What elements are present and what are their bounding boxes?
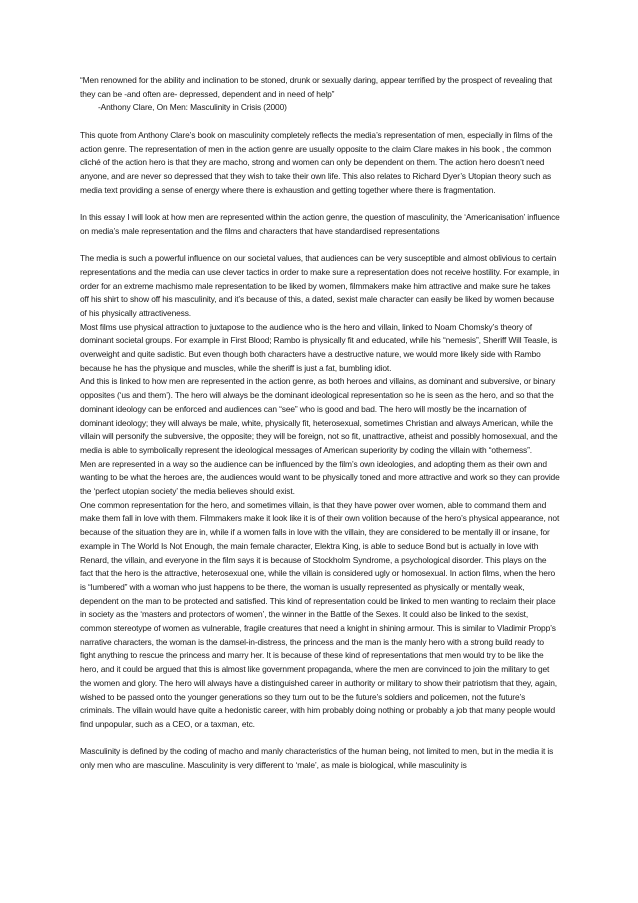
quote-attribution: -Anthony Clare, On Men: Masculinity in Crisis (2000)	[98, 102, 287, 113]
paragraph-gap	[80, 732, 560, 746]
paragraph-gap	[80, 115, 560, 129]
paragraph-gap	[80, 238, 560, 252]
paragraph-essay-outline: In this essay I will look at how men are represented within the action genre, the question of masculinity, the ‘Americanisation’ influence on media’s male representation and the films and characters that have standardised representations	[80, 212, 560, 236]
paragraph-masculinity-definition: Masculinity is defined by the coding of macho and manly characteristics of the human being, not limited to men, but in the media it is only men who are masculine. Masculinity is very different to ‘male’, as male is biological, while masculinity is	[80, 746, 554, 771]
paragraph-media-influence: The media is such a powerful influence on our societal values, that audiences can be very susceptible and almost oblivious to certain representations and the media can use clever tactics in order to make sure a representation does not receive hostility. For example, in order for an extreme machismo male representation to be liked by women, filmmakers make him attractive and make sure he takes off his shirt to show off his masculinity, and it’s because of this, a dated, sexist male character can easily be liked by women because of his physically attractiveness.	[80, 253, 560, 318]
opening-quote: “Men renowned for the ability and inclination to be stoned, drunk or sexually daring, appear terrified by the prospect of revealing that they can be -and often are- depressed, dependent and in need of help”	[80, 75, 553, 99]
paragraph-gap	[80, 197, 560, 211]
paragraph-intro: This quote from Anthony Clare’s book on masculinity completely reflects the media’s representation of men, especially in films of the action genre. The representation of men in the action genre are usually opposite to the claim Clare makes in his book , the common cliché of the action hero is that they are macho, strong and women can only be dependent on them. The action hero doesn’t need anyone, and are never so depressed that they wish to take their own life. This also relates to Richard Dyer’s Utopian theory such as media text providing a sense of energy where there is exhaustion and getting together where there is fragmentation.	[80, 129, 553, 195]
paragraph-physical-attraction: Most films use physical attraction to juxtapose to the audience who is the hero and villain, linked to Noam Chomsky’s theory of dominant societal groups. For example in First Blood; Rambo is physically fit and educated, while his “nemesis”, Sheriff Will Teasle, is overweight and quite sadistic. But even though both characters have a destructive nature, we would more likely side with Rambo because he has the physique and muscles, while the sheriff is just a fat, bumbling idiot.	[80, 321, 558, 373]
paragraph-binary-opposites: And this is linked to how men are represented in the action genre, as both heroes and villains, as dominant and subversive, or binary opposites (‘us and them’). The hero will always be the dominant ideological representation so he is seen as the hero, and so that the dominant ideology can be enforced and audiences can “see” who is good and bad. The hero will mostly be the incarnation of dominant ideology; they will always be male, white, physically fit, heterosexual, sometimes Christian and always American, while the villain will personify the subversive, the opposite; they will be foreign, not so fit, unattractive, atheist and possibly homosexual, and the media is able to symbolically represent the ideological messages of American superiority by coding the villain with “otherness”.	[80, 376, 558, 455]
paragraph-audience-influence: Men are represented in a way so the audience can be influenced by the film’s own ideologies, and adopting them as their own and wanting to be what the heroes are, the audiences would want to be physically toned and more attractive and work so they can provide the ‘perfect utopian society’ the media believes should exist.	[80, 458, 560, 497]
paragraph-power-over-women: One common representation for the hero, and sometimes villain, is that they have power over women, able to command them and make them fall in love with them. Filmmakers make it look like it is of their own volition because of the hero’s physical appearance, not because of the situation they are in, while if a women falls in love with the villain, they are considered to be mentally ill or insane, for example in The World Is Not Enough, the main female character, Elektra King, is able to seduce Bond but is actually in love with Renard, the villain, and everyone in the film says it is because of Stockholm Syndrome, a psychological disorder. This plays on the fact that the hero is the attractive, heterosexual one, while the villain is considered ugly or homosexual. In action films, when the hero is “lumbered” with a woman who just happens to be there, the woman is usually represented as physically or mentally weak, dependent on the man to be protected and satisfied. This kind of representation could be linked to men wanting to reclaim their place in society as the ‘masters and protectors of women’, the winner in the Battle of the Sexes. It could also be linked to the sexist, common stereotype of women as vulnerable, fragile creatures that need a knight in shining armour. This is similar to Vladimir Propp’s narrative characters, the woman is the damsel-in-distress, the princess and the man is the manly hero with a strong build ready to fight anything to rescue the princess and marry her. It is because of these kind of representations that men would try to be like the hero, and it could be argued that this is almost like government propaganda, where the men are convinced to join the military to get the women and glory. The hero will always have a distinguished career in authority or military to show their patriotism that they, again, wished to be passed onto the younger generations so they turn out to be the future’s soldiers and policemen, not the future’s criminals. The villain would have quite a hedonistic career, with him probably doing nothing or probably a job that many people would find unpopular, such as a CEO, or a taxman, etc.	[80, 499, 560, 729]
document-body	[80, 74, 560, 773]
